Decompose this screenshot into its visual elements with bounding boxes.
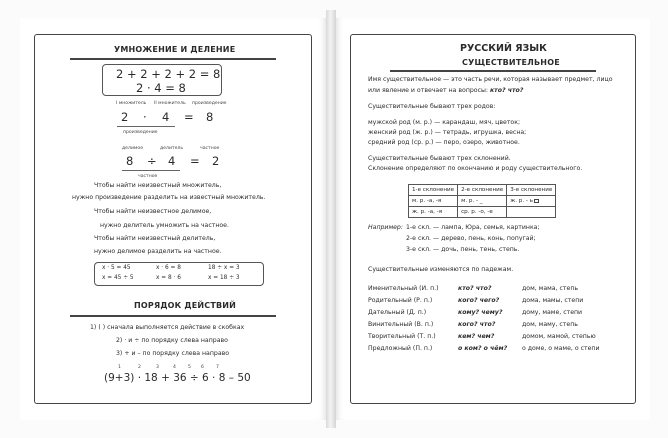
div-example-b: 4 — [168, 154, 176, 168]
intro-questions: кто? что? — [489, 87, 524, 94]
order-num-7: 7 — [216, 365, 219, 370]
order-num-2: 2 — [138, 365, 141, 370]
div-example-a: 8 — [126, 154, 134, 168]
right-page — [336, 18, 650, 420]
order-num-1: 1 — [118, 365, 121, 370]
right-subtitle-underline — [390, 70, 596, 72]
label-quotient: частное — [138, 174, 158, 179]
case-question-4: кого? что? — [458, 321, 496, 328]
mul-example-b: 4 — [162, 110, 170, 124]
ending-box-icon — [534, 199, 539, 203]
case-example-6: о доме, о маме, о степи — [522, 345, 600, 352]
declension-cell-1-1: м. р. -а, -я — [409, 196, 458, 207]
order-step-2: 2) · и ÷ по порядку слева направо — [116, 337, 228, 344]
declension-header-row — [409, 185, 556, 196]
label-product-top: произведение — [192, 101, 227, 106]
intro-line-2 — [368, 88, 523, 94]
case-name-2: Родительный (Р. п.) — [368, 297, 433, 304]
case-name-3: Дательный (Д. п.) — [368, 309, 427, 316]
case-example-2: дома, мамы, степи — [522, 297, 584, 304]
gender-masculine: мужской род (м. р.) — карандаш, мяч, цветок; — [368, 119, 521, 126]
declension-cell-1-2 — [458, 196, 507, 207]
genders-title: Существительные бывают трех родов: — [368, 103, 496, 110]
mul-example-eq: = — [184, 110, 194, 124]
label-first-factor: I множитель — [116, 101, 147, 106]
order-title-underline — [70, 315, 276, 317]
div-example-eq: = — [190, 154, 200, 168]
declension-cell-2-1: ж. р. -а, -я — [409, 207, 458, 218]
case-example-5: домом, мамой, степью — [522, 333, 596, 340]
left-title: УМНОЖЕНИЕ И ДЕЛЕНИЕ — [114, 45, 236, 54]
case-question-5: кем? чем? — [458, 333, 495, 340]
eq-row2-col3: x = 18 ÷ 3 — [208, 275, 240, 281]
declension-table — [408, 184, 556, 218]
case-question-6: о ком? о чём? — [458, 345, 508, 352]
gender-neuter: средний род (ср. р.) — перо, озеро, животное. — [368, 139, 520, 146]
product-bracket — [117, 126, 175, 127]
gender-feminine: женский род (ж. р.) — тетрадь, игрушка, весна; — [368, 129, 527, 136]
order-step-3: 3) + и – по порядку слева направо — [116, 350, 230, 357]
mul-example-op: · — [143, 110, 147, 124]
rule-line-1: Чтобы найти неизвестный множитель, — [94, 182, 222, 189]
declension-cell-1-3 — [507, 196, 556, 207]
left-title-underline — [70, 58, 276, 60]
declension-header-2: 2-е склонение — [458, 185, 507, 196]
declension-header-1: 1-е склонение — [409, 185, 458, 196]
intro-line-2-text: или явление и отвечает на вопросы: — [368, 87, 488, 94]
rule-line-2: нужно произведение разделить на известный множитель. — [72, 194, 266, 201]
mul-equation: 2 · 4 = 8 — [136, 81, 186, 95]
label-dividend: делимое — [122, 146, 144, 151]
case-example-4: дом, маму, степь — [522, 321, 578, 328]
declension-intro-1: Существительные бывают трех склонений. — [368, 155, 511, 162]
cases-title: Существительные изменяются по падежам. — [368, 266, 514, 273]
example-line-1: 1-е скл. — лампа, Юра, семья, картинка; — [406, 224, 540, 231]
left-page — [20, 18, 326, 420]
label-second-factor: II множитель — [154, 101, 186, 106]
mul-example-res: 8 — [206, 110, 214, 124]
case-name-5: Творительный (Т. п.) — [368, 333, 436, 340]
div-example-op: ÷ — [147, 154, 157, 168]
declension-cell-2-2: ср. р. -о, -е — [458, 207, 507, 218]
order-title: ПОРЯДОК ДЕЙСТВИЙ — [134, 301, 237, 310]
declension-cell-2-3 — [507, 207, 556, 218]
eq-row1-col3: 18 ÷ x = 3 — [208, 265, 240, 271]
intro-line-1: Имя существительное — это часть речи, которая называет предмет, лицо — [368, 76, 613, 83]
rule-line-4: нужно делитель умножить на частное. — [100, 222, 229, 229]
label-quotient-top: частное — [200, 146, 220, 151]
eq-row2-col2: x = 8 · 6 — [156, 275, 181, 281]
case-question-3: кому? чему? — [458, 309, 503, 316]
order-num-4: 4 — [173, 365, 176, 370]
label-product: произведение — [123, 130, 158, 135]
example-line-2: 2-е скл. — дерево, пень, конь, попугай; — [406, 235, 536, 242]
order-num-3: 3 — [156, 365, 159, 370]
eq-row1-col1: x · 5 = 45 — [102, 265, 131, 271]
mul-example-a: 2 — [121, 110, 129, 124]
case-example-3: дому, маме, степи — [522, 309, 583, 316]
case-question-1: кто? что? — [458, 285, 492, 292]
case-example-1: дом, мама, степь — [522, 285, 579, 292]
eq-row1-col2: x · 6 = 8 — [156, 265, 181, 271]
declension-cell-1-3-text: ж. р. - ь — [510, 198, 533, 204]
right-title: РУССКИЙ ЯЗЫК — [460, 43, 547, 54]
declension-row-1 — [409, 196, 556, 207]
declension-header-3: 3-е склонение — [507, 185, 556, 196]
order-num-5: 5 — [188, 365, 191, 370]
case-question-2: кого? чего? — [458, 297, 500, 304]
right-subtitle: СУЩЕСТВИТЕЛЬНОЕ — [462, 58, 560, 67]
declension-row-2 — [409, 207, 556, 218]
example-line-3: 3-е скл. — дочь, пень, тень, степь. — [406, 246, 520, 253]
book-gutter — [326, 10, 336, 428]
rule-line-3: Чтобы найти неизвестное делимое, — [94, 208, 212, 215]
case-name-1: Именительный (И. п.) — [368, 285, 439, 292]
div-example-res: 2 — [212, 154, 220, 168]
declension-intro-2: Склонение определяют по окончанию и роду существительного. — [368, 165, 583, 172]
order-step-1: 1) ( ) сначала выполняется действие в скобках — [90, 324, 245, 331]
declension-cell-1-2-text: м. р. - _ — [461, 198, 483, 204]
examples-label: Например: — [368, 224, 403, 231]
case-name-4: Винительный (В. п.) — [368, 321, 434, 328]
order-num-6: 6 — [201, 365, 204, 370]
eq-row2-col1: x = 45 ÷ 5 — [102, 275, 134, 281]
rule-line-6: нужно делимое разделить на частное. — [94, 248, 222, 255]
rule-line-5: Чтобы найти неизвестный делитель, — [94, 235, 216, 242]
label-divisor: делитель — [160, 146, 184, 151]
order-expression: (9+3) · 18 + 36 ÷ 6 · 8 – 50 — [104, 372, 251, 384]
quotient-bracket — [122, 170, 180, 171]
case-name-6: Предложный (П. п.) — [368, 345, 433, 352]
sum-equation: 2 + 2 + 2 + 2 = 8 — [116, 67, 221, 81]
